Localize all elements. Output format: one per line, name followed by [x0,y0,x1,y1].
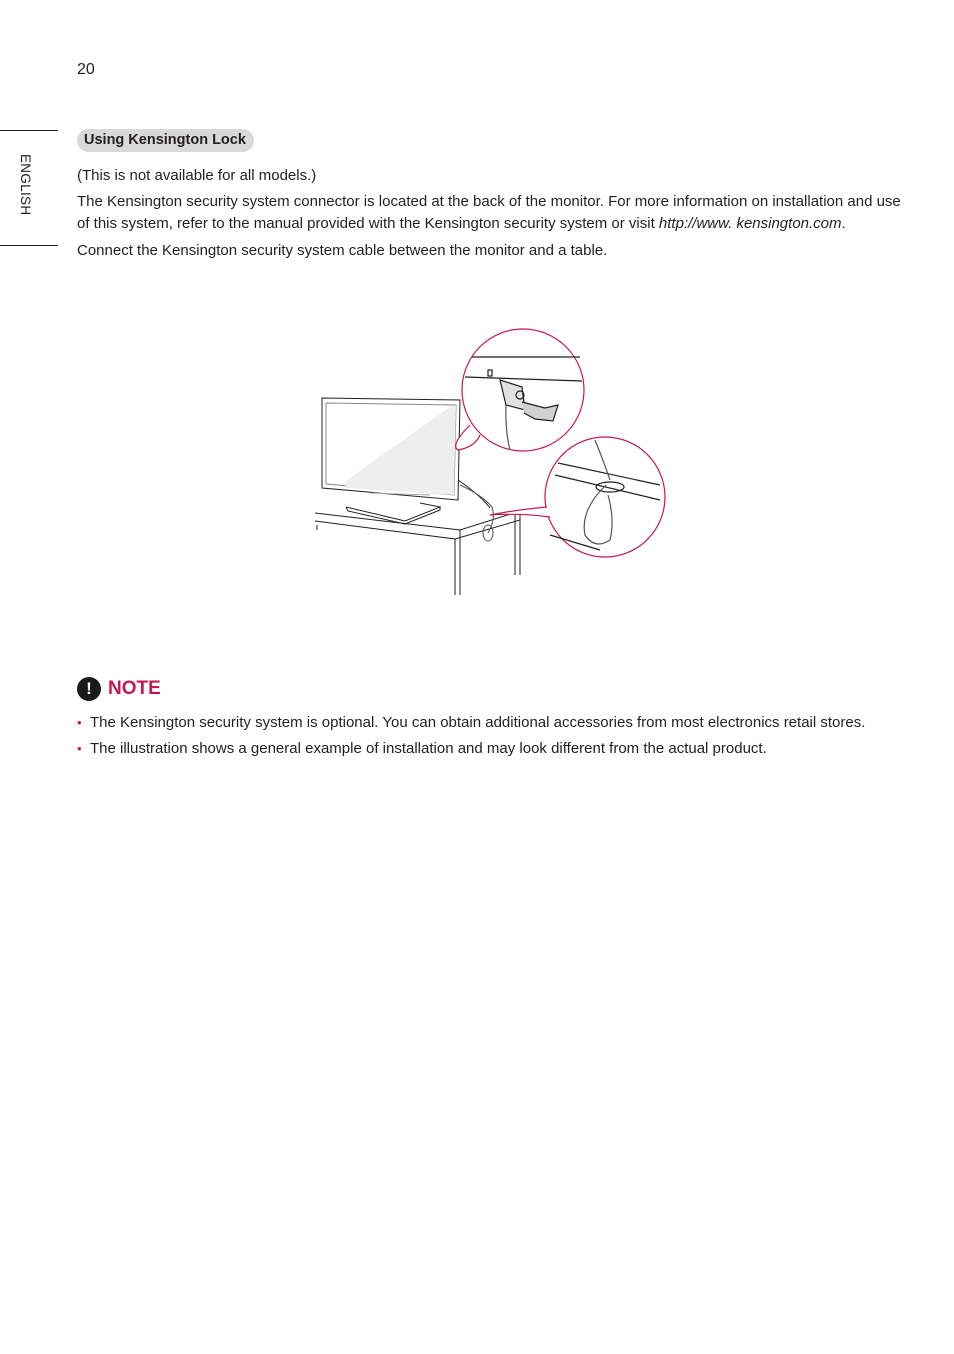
table-drawing [315,511,520,595]
note-list [77,712,937,764]
exclamation-icon: ! [77,677,101,701]
body-paragraph [77,191,907,236]
note-item: • The Kensington security system is optional. You can obtain additional accessories from most electronics retail stores. [77,712,937,734]
monitor-drawing [322,398,490,524]
instruction-paragraph: Connect the Kensington security system cable between the monitor and a table. [77,241,608,259]
page-number: 20 [77,61,95,78]
lock-detail-callout [456,329,584,451]
section-title: Using Kensington Lock [77,129,254,152]
kensington-link[interactable]: http://www. kensington.com [658,215,842,232]
note-item: • The illustration shows a general example of installation and may look different from the actual product. [77,738,937,760]
note-heading [77,677,161,701]
body-end: . [841,215,846,232]
language-tab [0,130,58,246]
note-title: NOTE [108,678,161,699]
kensington-lock-illustration [310,325,670,600]
body-text: The Kensington security system connector is located at the back of the monitor. For more information on installation and use of this system, refer to the manual provided with the Kensington security system or visit [77,192,901,232]
language-tab-label: ENGLISH [18,154,33,216]
section-content [77,129,907,262]
table-anchor-callout [490,437,665,557]
availability-note: (This is not available for all models.) [77,167,317,184]
